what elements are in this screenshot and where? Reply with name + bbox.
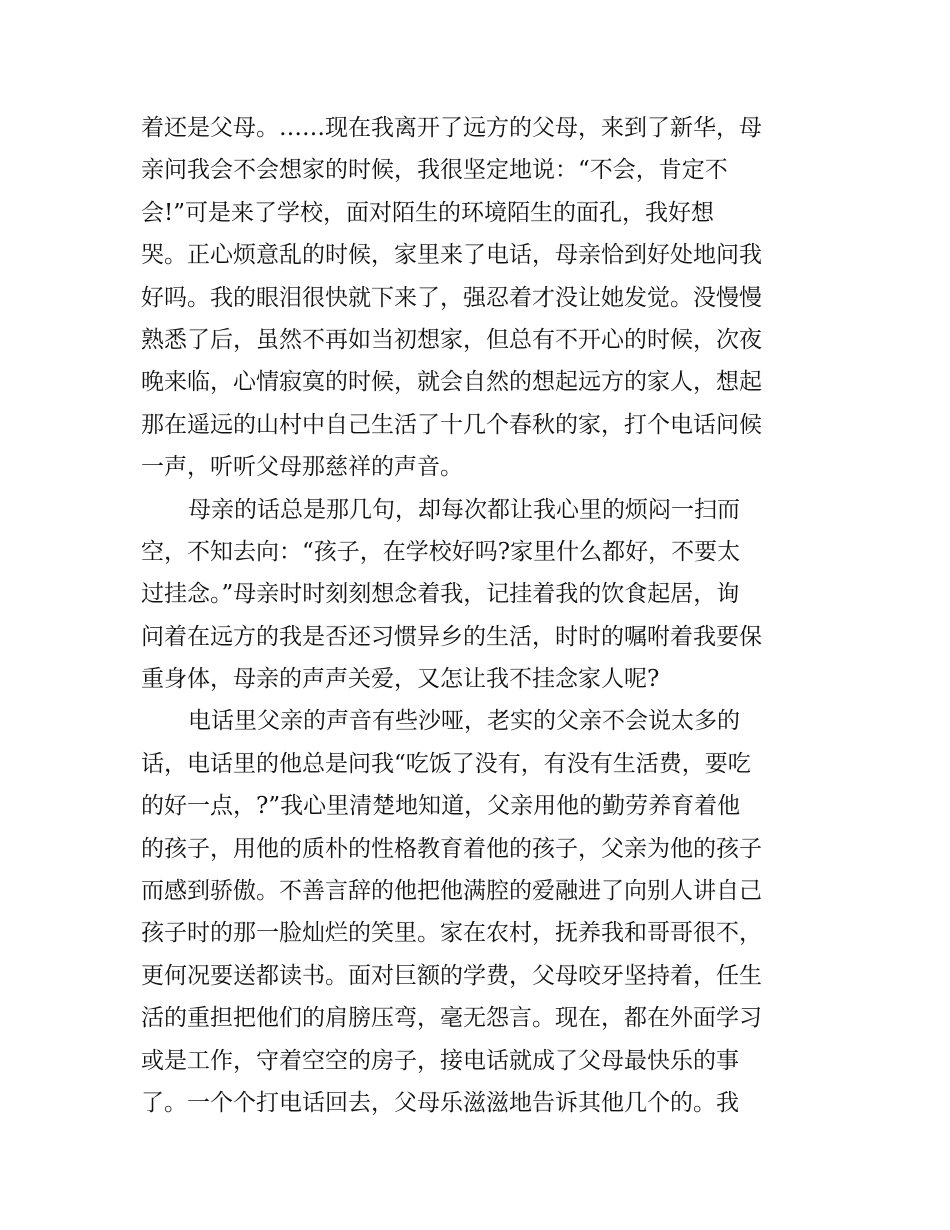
text-line: 了。一个个打电话回去，父母乐滋滋地告诉其他几个的。我 [141,1089,739,1116]
text-line: 好吗。我的眼泪很快就下来了，强忍着才没让她发觉。没慢慢 [141,284,762,311]
text-line: 的好一点，?”我心里清楚地知道，父亲用他的勤劳养育着他 [141,793,741,820]
text-line: 晚来临，心情寂寞的时候，就会自然的想起远方的家人，想起 [141,369,762,396]
text-line: 话，电话里的他总是问我“吃饭了没有，有没有生活费，要吃 [141,750,751,777]
text-line: 亲问我会不会想家的时候，我很坚定地说：“不会，肯定不 [141,157,728,184]
body-text [141,107,813,1124]
text-line: 或是工作，守着空空的房子，接电话就成了父母最快乐的事 [141,1047,739,1074]
text-line: 重身体，母亲的声声关爱，又怎让我不挂念家人呢? [141,666,660,693]
text-line: 一声，听听父母那慈祥的声音。 [141,454,463,481]
text-line: 着还是父母。……现在我离开了远方的父母，来到了新华，母 [141,115,762,141]
text-line: 空，不知去向：“孩子，在学校好吗?家里什么都好，不要太 [141,538,741,565]
text-line: 问着在远方的我是否还习惯异乡的生活，时时的嘱咐着我要保 [141,623,762,650]
text-line: 会!”可是来了学校，面对陌生的环境陌生的面孔，我好想 [141,199,715,226]
text-line: 哭。正心烦意乱的时候，家里来了电话，母亲恰到好处地问我 [141,242,762,269]
text-line: 活的重担把他们的肩膀压弯，毫无怨言。现在，都在外面学习 [141,1005,762,1032]
text-line: 过挂念。”母亲时时刻刻想念着我，记挂着我的饮食起居，询 [141,581,740,608]
text-line: 的孩子，用他的质朴的性格教育着他的孩子，父亲为他的孩子 [141,835,762,862]
text-line: 孩子时的那一脸灿烂的笑里。家在农村，抚养我和哥哥很不， [141,920,762,947]
text-line: 而感到骄傲。不善言辞的他把他满腔的爱融进了向别人讲自己 [141,878,762,905]
text-line: 熟悉了后，虽然不再如当初想家，但总有不开心的时候，次夜 [141,326,762,353]
text-line: 那在遥远的山村中自己生活了十几个春秋的家，打个电话问候 [141,411,762,438]
paragraph-first-line: 母亲的话总是那几句，却每次都让我心里的烦闷一扫而 [188,496,740,523]
text-line: 更何况要送都读书。面对巨额的学费，父母咬牙坚持着，任生 [141,962,762,989]
paragraph-first-line: 电话里父亲的声音有些沙哑，老实的父亲不会说太多的 [188,708,740,735]
